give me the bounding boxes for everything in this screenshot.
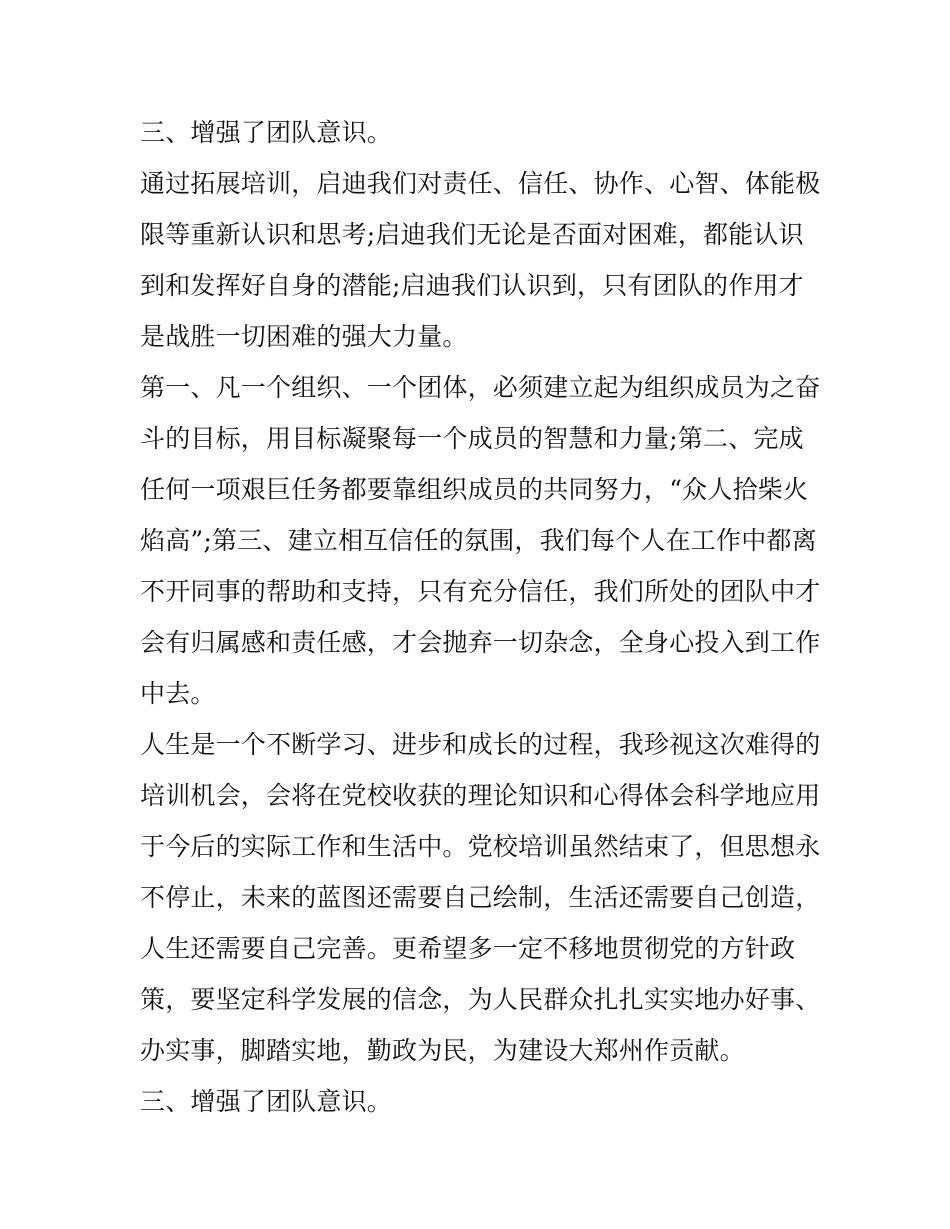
paragraph-line: 培训机会，会将在党校收获的理论知识和心得体会科学地应用 (140, 781, 821, 810)
paragraph-line: 人生是一个不断学习、进步和成长的过程，我珍视这次难得的 (140, 730, 821, 759)
paragraph-line: 办实事，脚踏实地，勤政为民，为建设大郑州作贡献。 (140, 1036, 745, 1065)
paragraph-line: 第一、凡一个组织、一个团体，必须建立起为组织成员为之奋 (140, 373, 821, 402)
paragraph-line: 中去。 (140, 679, 216, 708)
paragraph-line: 任何一项艰巨任务都要靠组织成员的共同努力，“众人拾柴火 (140, 475, 809, 504)
paragraph-line: 人生还需要自己完善。更希望多一定不移地贯彻党的方针政 (140, 934, 796, 963)
paragraph-line: 于今后的实际工作和生活中。党校培训虽然结束了，但思想永 (140, 832, 821, 861)
paragraph-line: 会有归属感和责任感，才会抛弃一切杂念，全身心投入到工作 (140, 628, 821, 657)
paragraph-line: 斗的目标，用目标凝聚每一个成员的智慧和力量;第二、完成 (140, 424, 804, 453)
paragraph-line: 策，要坚定科学发展的信念，为人民群众扎扎实实地办好事、 (140, 985, 821, 1014)
heading-team-awareness-repeat: 三、增强了团队意识。 (140, 1087, 393, 1116)
paragraph-line: 限等重新认识和思考;启迪我们无论是否面对困难，都能认识 (140, 220, 804, 249)
paragraph-line: 到和发挥好自身的潜能;启迪我们认识到，只有团队的作用才 (140, 271, 804, 300)
paragraph-line: 焰高”;第三、建立相互信任的氛围，我们每个人在工作中都离 (140, 526, 817, 555)
paragraph-line: 不开同事的帮助和支持，只有充分信任，我们所处的团队中才 (140, 577, 821, 606)
paragraph-line: 通过拓展培训，启迪我们对责任、信任、协作、心智、体能极 (140, 169, 821, 198)
heading-team-awareness: 三、增强了团队意识。 (140, 118, 393, 147)
paragraph-line: 是战胜一切困难的强大力量。 (140, 322, 468, 351)
document-body (140, 107, 821, 1127)
paragraph-line: 不停止，未来的蓝图还需要自己绘制，生活还需要自己创造， (140, 883, 821, 912)
